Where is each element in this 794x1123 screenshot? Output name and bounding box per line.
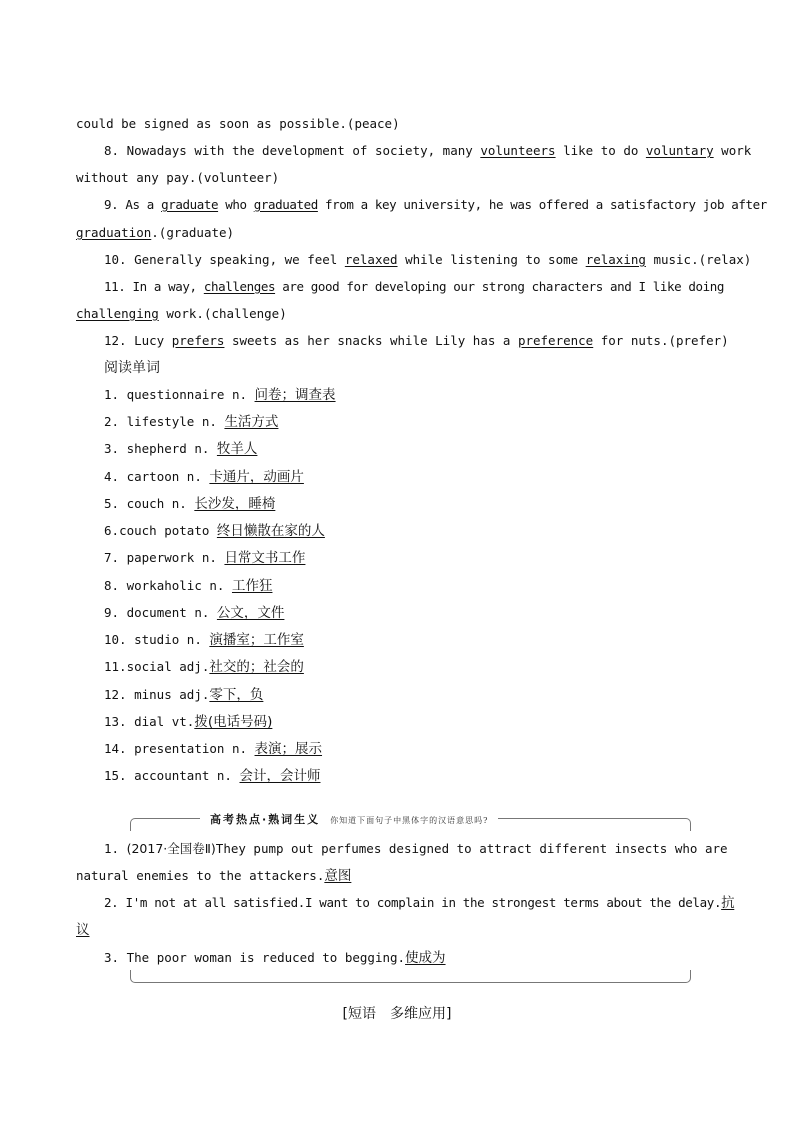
sentence-number: 9. bbox=[104, 197, 119, 212]
sentence-8-continuation bbox=[76, 170, 718, 186]
question-number: 2. bbox=[104, 895, 119, 910]
section-heading: [短语 多维应用] bbox=[342, 1006, 452, 1022]
sentence-text: work.(challenge) bbox=[166, 306, 287, 321]
vocab-item bbox=[104, 550, 718, 566]
sentence-7-continuation bbox=[76, 116, 718, 132]
vocab-meaning: 表演；展示 bbox=[254, 741, 323, 757]
vocab-item bbox=[104, 605, 718, 621]
sentence-text: without any pay.(volunteer) bbox=[76, 170, 280, 185]
sentence-number: 8. bbox=[104, 143, 120, 158]
vocab-word: accountant n. bbox=[134, 768, 232, 783]
answer-word: graduation bbox=[76, 225, 152, 240]
sentence-number: 11. bbox=[104, 279, 126, 294]
hot-question-1-continuation bbox=[76, 868, 718, 884]
question-text: The poor woman is reduced to begging. bbox=[126, 950, 406, 965]
sentence-text: .(graduate) bbox=[151, 225, 235, 240]
sentence-text: Nowadays with the development of society, many bbox=[126, 143, 473, 158]
sentence-text: sweets as her snacks while Lily has a bbox=[231, 333, 511, 348]
question-answer: 议 bbox=[76, 922, 90, 938]
question-number: 3. bbox=[104, 950, 120, 965]
answer-word: graduated bbox=[253, 197, 318, 212]
vocab-meaning: 公文，文件 bbox=[216, 605, 285, 621]
question-number: 1. bbox=[104, 841, 120, 856]
vocab-word: studio n. bbox=[134, 632, 202, 647]
answer-word: volunteers bbox=[480, 143, 556, 158]
question-text: They pump out perfumes designed to attract different insects who are bbox=[215, 841, 728, 856]
sentence-number: 10. bbox=[104, 252, 127, 267]
vocab-meaning: 演播室；工作室 bbox=[209, 632, 304, 648]
sentence-text: music.(relax) bbox=[653, 252, 752, 267]
question-answer: 意图 bbox=[324, 868, 352, 884]
vocab-number: 8. bbox=[104, 578, 120, 593]
vocab-word: couch potato bbox=[119, 523, 210, 538]
vocab-item bbox=[104, 714, 718, 730]
vocab-word: shepherd n. bbox=[126, 441, 210, 456]
sentence-10 bbox=[104, 252, 752, 268]
vocab-meaning: 拨(电话号码) bbox=[194, 714, 273, 730]
sentence-9-continuation bbox=[76, 225, 718, 241]
box-bottom-border bbox=[130, 970, 691, 983]
question-text: natural enemies to the attackers. bbox=[76, 868, 325, 883]
answer-word: challenging bbox=[76, 306, 159, 321]
answer-word: relaxed bbox=[344, 252, 398, 267]
vocab-number: 15. bbox=[104, 768, 127, 783]
vocab-heading: 阅读单词 bbox=[104, 360, 160, 376]
hot-question-1 bbox=[104, 841, 728, 857]
answer-word: voluntary bbox=[645, 143, 714, 158]
hot-question-3 bbox=[104, 950, 718, 966]
vocab-item bbox=[104, 441, 718, 457]
answer-word: prefers bbox=[171, 333, 225, 348]
vocab-meaning: 会计，会计师 bbox=[239, 768, 321, 784]
question-answer: 使成为 bbox=[405, 950, 446, 966]
vocab-word: document n. bbox=[126, 605, 210, 620]
sentence-11-continuation bbox=[76, 306, 718, 322]
vocab-word: presentation n. bbox=[134, 741, 247, 756]
vocab-word: questionnaire n. bbox=[126, 387, 248, 402]
sentence-12 bbox=[104, 333, 729, 349]
vocab-item bbox=[104, 687, 718, 703]
vocab-word: workaholic n. bbox=[126, 578, 225, 593]
vocab-number: 10. bbox=[104, 632, 127, 647]
sentence-8 bbox=[104, 143, 752, 159]
vocab-word: dial vt. bbox=[134, 714, 195, 729]
vocab-number: 3. bbox=[104, 441, 120, 456]
vocab-word: cartoon n. bbox=[126, 469, 202, 484]
vocab-word: couch n. bbox=[126, 496, 187, 511]
hot-topic-subtitle: 你知道下面句子中黑体字的汉语意思吗? bbox=[330, 816, 489, 825]
vocab-item bbox=[104, 387, 718, 403]
question-source: (2017·全国卷Ⅱ) bbox=[126, 841, 216, 856]
vocab-item bbox=[104, 578, 718, 594]
vocab-number: 7. bbox=[104, 550, 120, 565]
vocab-item bbox=[104, 741, 718, 757]
vocab-meaning: 零下，负 bbox=[209, 687, 264, 703]
sentence-number: 12. bbox=[104, 333, 127, 348]
vocab-meaning: 长沙发，睡椅 bbox=[194, 496, 276, 512]
vocab-number: 1. bbox=[104, 387, 120, 402]
vocab-item bbox=[104, 496, 718, 512]
vocab-number: 4. bbox=[104, 469, 120, 484]
sentence-9 bbox=[104, 197, 767, 213]
vocab-meaning: 日常文书工作 bbox=[224, 550, 306, 566]
vocab-word: paperwork n. bbox=[126, 550, 217, 565]
sentence-text: As a bbox=[125, 197, 154, 212]
sentence-text: for nuts.(prefer) bbox=[600, 333, 729, 348]
vocab-meaning: 社交的；社会的 bbox=[209, 659, 304, 675]
question-answer: 抗 bbox=[721, 895, 735, 911]
vocab-item bbox=[104, 523, 718, 539]
sentence-text: like to do bbox=[563, 143, 639, 158]
vocab-number: 6. bbox=[104, 523, 120, 538]
sentence-11 bbox=[104, 279, 725, 295]
vocab-item bbox=[104, 414, 718, 430]
answer-word: relaxing bbox=[585, 252, 646, 267]
sentence-text: from a key university, he was offered a satisfactory job after bbox=[325, 197, 767, 212]
vocab-meaning: 卡通片，动画片 bbox=[209, 469, 304, 485]
vocab-number: 2. bbox=[104, 414, 120, 429]
vocab-meaning: 生活方式 bbox=[224, 414, 279, 430]
vocab-item bbox=[104, 659, 718, 675]
answer-word: graduate bbox=[161, 197, 219, 212]
hot-question-2 bbox=[104, 895, 735, 911]
answer-word: preference bbox=[517, 333, 594, 348]
answer-word: challenges bbox=[203, 279, 276, 294]
sentence-text: are good for developing our strong characters and I like doing bbox=[282, 279, 725, 294]
vocab-item bbox=[104, 632, 718, 648]
vocab-meaning: 问卷；调查表 bbox=[254, 387, 336, 403]
vocab-number: 14. bbox=[104, 741, 127, 756]
vocab-word: lifestyle n. bbox=[126, 414, 217, 429]
vocab-item bbox=[104, 768, 718, 784]
vocab-item bbox=[104, 469, 718, 485]
vocab-meaning: 牧羊人 bbox=[216, 441, 258, 457]
vocab-word: minus adj. bbox=[134, 687, 210, 702]
hot-topic-title bbox=[200, 811, 498, 827]
sentence-text: could be signed as soon as possible.(peace) bbox=[76, 116, 400, 131]
question-text: I'm not at all satisfied.I want to complain in the strongest terms about the delay. bbox=[125, 895, 722, 910]
vocab-number: 11. bbox=[104, 659, 127, 674]
vocab-number: 9. bbox=[104, 605, 120, 620]
sentence-text: who bbox=[225, 197, 247, 212]
sentence-text: while listening to some bbox=[405, 252, 579, 267]
sentence-text: Generally speaking, we feel bbox=[134, 252, 338, 267]
hot-question-2-continuation bbox=[76, 922, 718, 938]
vocab-number: 12. bbox=[104, 687, 127, 702]
hot-topic-heading: 高考热点·熟词生义 bbox=[210, 813, 321, 826]
vocab-meaning: 终日懒散在家的人 bbox=[216, 523, 325, 539]
vocab-meaning: 工作狂 bbox=[231, 578, 273, 594]
vocab-number: 5. bbox=[104, 496, 120, 511]
sentence-text: work bbox=[721, 143, 752, 158]
vocab-word: social adj. bbox=[126, 659, 210, 674]
vocab-number: 13. bbox=[104, 714, 127, 729]
sentence-text: In a way, bbox=[132, 279, 197, 294]
sentence-text: Lucy bbox=[134, 333, 165, 348]
